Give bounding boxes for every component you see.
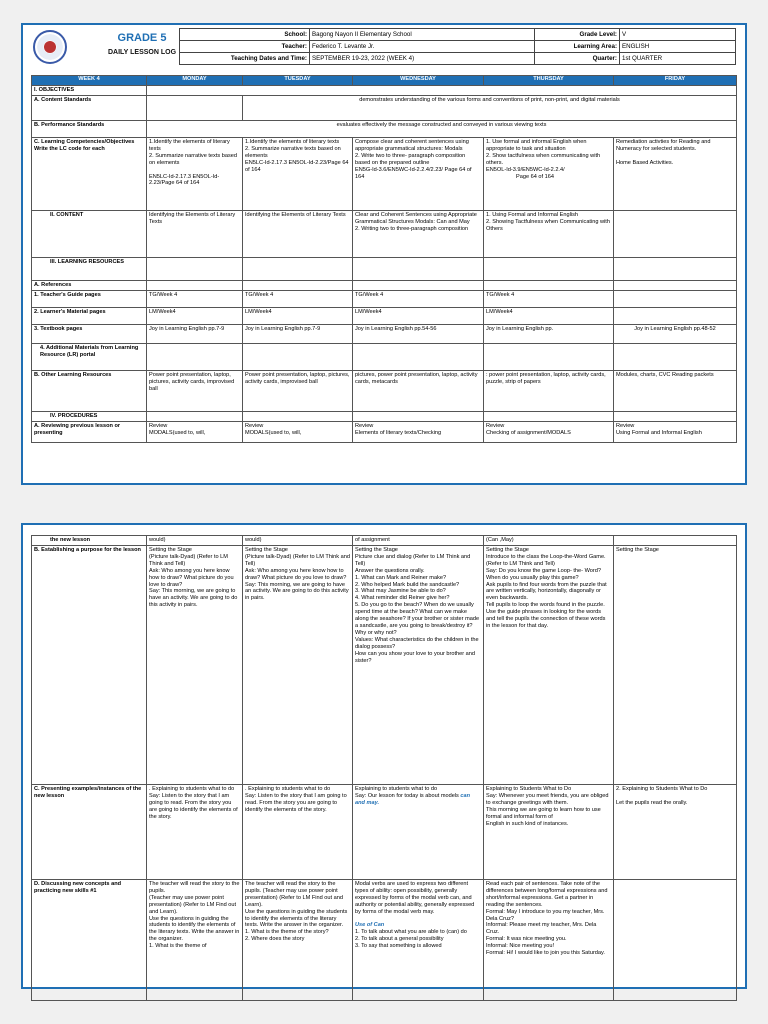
cont-thursday: (Can ,May) — [484, 536, 614, 546]
tg-monday: TG/Week 4 — [147, 290, 243, 307]
table-row — [32, 210, 737, 257]
teacher-label: Teacher: — [180, 41, 310, 53]
lm-friday — [614, 307, 737, 324]
dates-value: SEPTEMBER 19-23, 2022 (WEEK 4) — [310, 53, 535, 65]
table-row — [32, 86, 737, 96]
table-row — [32, 421, 737, 442]
learning-resources-label: III. LEARNING RESOURCES — [32, 257, 147, 280]
tg-tuesday: TG/Week 4 — [243, 290, 353, 307]
lm-wednesday: LM/Week4 — [353, 307, 484, 324]
competency-friday: Remediation activties for Reading and Numeracy for selected students. Home Based Activities. — [614, 137, 737, 210]
content-monday: Identifying the Elements of Literary Texts — [147, 210, 243, 257]
log-title: DAILY LESSON LOG — [107, 49, 177, 56]
lesson-log-header — [31, 28, 736, 68]
table-row — [32, 784, 737, 879]
competencies-label: C. Learning Competencies/Objectives Write the LC code for each — [32, 137, 147, 210]
col-friday: FRIDAY — [614, 76, 737, 86]
objectives-label: I. OBJECTIVES — [32, 86, 147, 96]
grade-title: GRADE 5 — [117, 32, 167, 44]
competency-monday: 1.Identify the elements of literary texts 2. Summarize narrative texts based on elements EN5LC-Id-2.17.3 EN5OL-Id-2.23/Page 64 of 164 — [147, 137, 243, 210]
tg-friday — [614, 290, 737, 307]
learning-area-value: ENGLISH — [620, 41, 736, 53]
dates-label: Teaching Dates and Time: — [180, 53, 310, 65]
purpose-monday: Setting the Stage (Picture talk-Dyad) (Refer to LM Think and Tell) Ask: Who among you here know how to draw? What picture do you love to draw? Say: This morning, we are going to have an activity. We are going to do this activity in pairs. — [147, 545, 243, 784]
use-of-can-heading: Use of Can — [355, 922, 385, 929]
table-row — [32, 95, 737, 120]
references-label: A. References — [32, 280, 147, 290]
purpose-tuesday: Setting the Stage (Picture talk-Dyad) (Refer to LM Think and Tell) Ask: Who among you here know how to draw? What picture do you love to draw? Say: This morning, we are going to have an activity. We are going to do this activity in pairs. — [243, 545, 353, 784]
learning-area-label: Learning Area: — [535, 41, 620, 53]
table-row — [32, 280, 737, 290]
col-tuesday: TUESDAY — [243, 76, 353, 86]
purpose-wednesday: Setting the Stage Picture clue and dialog (Refer to LM Think and Tell) Answer the questions orally. 1. What can Mark and Reiner make? 2. Who helped Mark build the sandcastle? 3. What may Jasmine be able to do? 4. What reminder did Reiner give her? 5. Do you go to the beach? When do we usually spend time at the beach? What can we make along the seashore? If your brother or sister made a sandcastle, are you going to break/destroy it? Why or why not? Values: What characteristics do the children in the dialog possess? How can you show your love to your brother and sister? — [353, 545, 484, 784]
cont-monday: would) — [147, 536, 243, 546]
lm-thursday: LM/Week4 — [484, 307, 614, 324]
textbook-tuesday: Joy in Learning English pp.7-9 — [243, 324, 353, 343]
table-row — [32, 536, 737, 546]
discuss-label: D. Discussing new concepts and practicing new skills #1 — [32, 879, 147, 1000]
lm-tuesday: LM/Week4 — [243, 307, 353, 324]
discuss-wednesday: Modal verbs are used to express two different types of ability: open possibility, generally expressed by forms of the modal verb can, and authority or potential ability, generally expressed by forms of the modal verb may. Use of Can 1. To talk about what you are able to (can) do 2. To talk about a general possibility 3. To say that something is allowed — [353, 879, 484, 1000]
textbook-thursday: Joy in Learning English pp. — [484, 324, 614, 343]
table-row — [32, 411, 737, 421]
discuss-thursday: Read each pair of sentences. Take note of the differences between long/formal expressions and short/informal expressions. Get a partner in reading the sentences. Formal: May I introduce to you my teacher, Mrs. Dela Cruz? Informal: Please meet my teacher, Mrs. Dela Cruz. Formal: It was nice meeting you. Informal: Nice meeting you! Formal: Hi! I would like to join you this Saturday. — [484, 879, 614, 1000]
textbook-wednesday: Joy in Learning English pp.54-56 — [353, 324, 484, 343]
other-thursday: : power point presentation, laptop, activity cards, puzzle, strip of papers — [484, 370, 614, 411]
quarter-value: 1st QUARTER — [620, 53, 736, 65]
textbook-monday: Joy in Learning English pp.7-9 — [147, 324, 243, 343]
document-page-1 — [21, 23, 747, 485]
school-value: Bagong Nayon II Elementary School — [310, 29, 535, 41]
competency-thursday: 1. Use formal and informal English when appropriate to task and situation 2. Show tactfulness when communicating with others. EN5OL-Id-3.9/EN5WC-Id-2.2.4/ Page 64 of 164 — [484, 137, 614, 210]
header-info-table — [179, 28, 736, 65]
content-standards-label: A. Content Standards — [32, 95, 147, 120]
examples-friday: 2. Explaining to Students What to Do Let the pupils read the orally. — [614, 784, 737, 879]
discuss-tuesday: The teacher will read the story to the pupils. (Teacher may use power point presentation) (Refer to LM Find out and Learn). Use the questions in guiding the students to identify the elements of the literary texts. Write the answer in the organizer. 1. What is the theme of the story? 2. Where does the story — [243, 879, 353, 1000]
examples-wednesday: Explaining to students what to do Say: Our lesson for today is about models can and may. — [353, 784, 484, 879]
discuss-monday: The teacher will read the story to the pupils. (Teacher may use power point presentation) (Refer to LM Find out and Learn). Use the questions in guiding the students to identify the elements of the literary texts. Write the answer in the organizer. 1. What is the theme of — [147, 879, 243, 1000]
textbook-friday: Joy in Learning English pp.48-52 — [614, 324, 737, 343]
other-friday: Modules, charts, CVC Reading packets — [614, 370, 737, 411]
purpose-thursday: Setting the Stage Introduce to the class the Loop-the-Word Game. (Refer to LM Think and Tell) Say: Do you know the game Loop- the- Word? When do you usually play this game? Ask pupils to find four words from the puzzle that are written vertically, horizontally, diagonally or even backwards. Tell pupils to loop the words found in the puzzle. Use the guide phrases in looking for the words and tell the pupils the connection of these words in the lesson for that day. — [484, 545, 614, 784]
tg-wednesday: TG/Week 4 — [353, 290, 484, 307]
competency-tuesday: 1.Identify the elements of literary texts 2. Summarize narrative texts based on elements EN5LC-Id-2.17.3 EN5OL-Id-2.23/Page 64 of 164 — [243, 137, 353, 210]
textbook-label: 3. Textbook pages — [32, 324, 147, 343]
quarter-label: Quarter: — [535, 53, 620, 65]
discuss-friday — [614, 879, 737, 1000]
document-page-2 — [21, 523, 747, 989]
content-label: II. CONTENT — [32, 210, 147, 257]
grade-level-value: V — [620, 29, 736, 41]
continued-label: the new lesson — [32, 536, 147, 546]
examples-tuesday: . Explaining to students what to do Say: Listen to the story that I am going to read. From the story you are going to identify the elements of the story. — [243, 784, 353, 879]
table-row — [32, 545, 737, 784]
review-wednesday: Review Elements of literary texts/Checking — [353, 421, 484, 442]
table-row — [32, 137, 737, 210]
purpose-label: B. Establishing a purpose for the lesson — [32, 545, 147, 784]
col-thursday: THURSDAY — [484, 76, 614, 86]
review-label: A. Reviewing previous lesson or presenting — [32, 421, 147, 442]
modal-highlight: can and may. — [355, 792, 471, 806]
teachers-guide-label: 1. Teacher's Guide pages — [32, 290, 147, 307]
examples-thursday: Explaining to Students What to Do Say: Whenever you meet friends, you are obliged to exchange greetings with them. This morning we are going to learn how to use formal and informal form of English in such kind of instances. — [484, 784, 614, 879]
grade-level-label: Grade Level: — [535, 29, 620, 41]
col-monday: MONDAY — [147, 76, 243, 86]
table-row — [32, 879, 737, 1000]
table-row — [32, 370, 737, 411]
review-monday: Review MODALS(used to, will, — [147, 421, 243, 442]
review-friday: Review Using Formal and Informal English — [614, 421, 737, 442]
other-resources-label: B. Other Learning Resources — [32, 370, 147, 411]
content-thursday: 1. Using Formal and Informal English 2. Showing Tactfulness when Communicating with Others — [484, 210, 614, 257]
lesson-table-page-2 — [31, 535, 737, 1001]
table-row — [32, 290, 737, 307]
purpose-friday: Setting the Stage — [614, 545, 737, 784]
content-wednesday: Clear and Coherent Sentences using Appropriate Grammatical Structures Modals: Can and May 2. Writing two to three-paragraph composition — [353, 210, 484, 257]
teacher-value: Federico T. Levante Jr. — [310, 41, 535, 53]
table-row — [32, 324, 737, 343]
examples-monday: . Explaining to students what to do Say: Listen to the story that I am going to read. From the story you are going to identify the elements of the story. — [147, 784, 243, 879]
content-friday — [614, 210, 737, 257]
cont-tuesday: would) — [243, 536, 353, 546]
table-row — [32, 120, 737, 137]
lm-monday: LM/Week4 — [147, 307, 243, 324]
other-tuesday: Power point presentation, laptop, pictures, activity cards, improvised ball — [243, 370, 353, 411]
other-monday: Power point presentation, laptop, pictures, activity cards, improvised ball — [147, 370, 243, 411]
day-header-row — [32, 76, 737, 86]
content-tuesday: Identifying the Elements of Literary Texts — [243, 210, 353, 257]
additional-materials-label: 4. Additional Materials from Learning Resource (LR) portal — [32, 343, 147, 370]
content-standards-text: demonstrates understanding of the various forms and conventions of print, non-print, and digital materials — [243, 95, 737, 120]
review-tuesday: Review MODALS(used to, will, — [243, 421, 353, 442]
table-row — [32, 307, 737, 324]
col-week: WEEK 4 — [32, 76, 147, 86]
review-thursday: Review Checking of assignment/MODALS — [484, 421, 614, 442]
procedures-label: IV. PROCEDURES — [32, 411, 147, 421]
performance-standards-text: evaluates effectively the message constructed and conveyed in various viewing texts — [147, 120, 737, 137]
tg-thursday: TG/Week 4 — [484, 290, 614, 307]
competency-wednesday: Compose clear and coherent sentences using appropriate grammatical structures: Modals 2. Write two to three- paragraph composition based on the prepared outline EN5G-Id-3.6/EN5WC-Id-2.2.4/2.23/ Page 64 of 164 — [353, 137, 484, 210]
col-wednesday: WEDNESDAY — [353, 76, 484, 86]
learners-material-label: 2. Learner's Material pages — [32, 307, 147, 324]
lesson-table-page-1 — [31, 75, 737, 443]
other-wednesday: pictures, power point presentation, laptop, activity cards, metacards — [353, 370, 484, 411]
cont-wednesday: of assignment — [353, 536, 484, 546]
performance-standards-label: B. Performance Standards — [32, 120, 147, 137]
table-row — [32, 343, 737, 370]
deped-seal-logo — [33, 30, 67, 64]
table-row — [32, 257, 737, 280]
school-label: School: — [180, 29, 310, 41]
examples-label: C. Presenting examples/instances of the new lesson — [32, 784, 147, 879]
